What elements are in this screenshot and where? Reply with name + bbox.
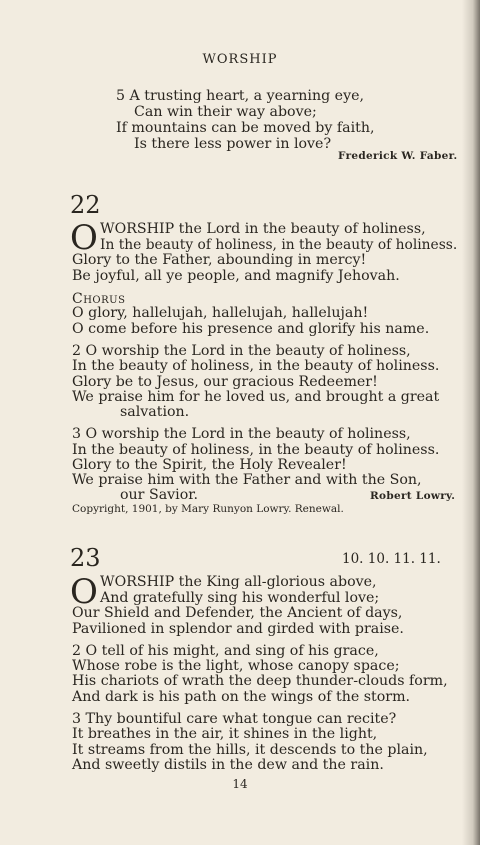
hymn-22-stanza3-line5: our Savior. [120, 487, 198, 503]
chorus-label: Chorus [72, 291, 126, 307]
hymn-22-stanza2-line3: Glory be to Jesus, our gracious Redeemer! [72, 374, 378, 390]
hymn-23-stanza2-line4: And dark is his path on the wings of the storm. [72, 689, 411, 705]
hymn-22-chorus-line1: O glory, hallelujah, hallelujah, hallelujah! [72, 305, 369, 321]
hymn-23-stanza1-line1: WORSHIP the King all-glorious above, [100, 574, 377, 590]
hymn-22-stanza1-line2: In the beauty of holiness, in the beauty of holiness. [100, 237, 458, 253]
prev-stanza5-line3: If mountains can be moved by faith, [116, 120, 375, 136]
hymn-22-stanza2-line5: salvation. [120, 404, 190, 420]
hymn-23-stanza3-line3: It streams from the hills, it descends to the plain, [72, 742, 428, 758]
page-gutter-shadow [462, 0, 480, 845]
hymn-22-copyright: Copyright, 1901, by Mary Runyon Lowry. Renewal. [72, 503, 344, 515]
hymn-23-stanza3-line4: And sweetly distils in the dew and the rain. [72, 757, 384, 773]
prev-stanza5-line1: 5 A trusting heart, a yearning eye, [116, 88, 364, 104]
hymn-22-stanza3-line4: We praise him with the Father and with the Son, [72, 472, 422, 488]
hymn-22-chorus-line2: O come before his presence and glorify his name. [72, 321, 430, 337]
prev-hymn-author: Frederick W. Faber. [338, 150, 458, 162]
hymn-23-stanza2-line2: Whose robe is the light, whose canopy space; [72, 658, 400, 674]
hymn-23-dropcap: O [70, 572, 98, 612]
hymn-22-stanza3-line1: 3 O worship the Lord in the beauty of holiness, [72, 426, 411, 442]
hymn-22-stanza2-line4: We praise him for he loved us, and brought a great [72, 389, 440, 405]
prev-stanza5-line4: Is there less power in love? [134, 136, 332, 152]
hymn-22-stanza1-line1: WORSHIP the Lord in the beauty of holiness, [100, 221, 426, 237]
section-header: WORSHIP [202, 52, 278, 67]
prev-stanza5-line2: Can win their way above; [134, 104, 317, 120]
hymn-23-meter: 10. 10. 11. 11. [342, 551, 441, 567]
hymn-22-dropcap: O [70, 218, 98, 258]
hymn-22-stanza2-line2: In the beauty of holiness, in the beauty of holiness. [72, 358, 440, 374]
hymn-23-stanza1-line3: Our Shield and Defender, the Ancient of days, [72, 605, 403, 621]
hymn-22-author: Robert Lowry. [370, 490, 456, 502]
hymn-23-stanza2-line3: His chariots of wrath the deep thunder-clouds form, [72, 673, 448, 689]
page-number: 14 [232, 777, 248, 791]
hymn-22-stanza2-line1: 2 O worship the Lord in the beauty of holiness, [72, 343, 411, 359]
hymn-22-stanza1-line4: Be joyful, all ye people, and magnify Jehovah. [72, 268, 400, 284]
hymn-23-number: 23 [70, 544, 101, 572]
hymn-23-stanza1-line2: And gratefully sing his wonderful love; [100, 590, 380, 606]
hymn-22-stanza3-line3: Glory to the Spirit, the Holy Revealer! [72, 457, 347, 473]
hymn-23-stanza3-line1: 3 Thy bountiful care what tongue can recite? [72, 711, 397, 727]
hymn-22-number: 22 [70, 191, 101, 219]
hymn-22-stanza1-line3: Glory to the Father, abounding in mercy! [72, 252, 367, 268]
hymn-23-stanza2-line1: 2 O tell of his might, and sing of his grace, [72, 643, 379, 659]
hymn-22-stanza3-line2: In the beauty of holiness, in the beauty of holiness. [72, 442, 440, 458]
hymn-23-stanza1-line4: Pavilioned in splendor and girded with praise. [72, 621, 404, 637]
hymn-23-stanza3-line2: It breathes in the air, it shines in the light, [72, 726, 378, 742]
